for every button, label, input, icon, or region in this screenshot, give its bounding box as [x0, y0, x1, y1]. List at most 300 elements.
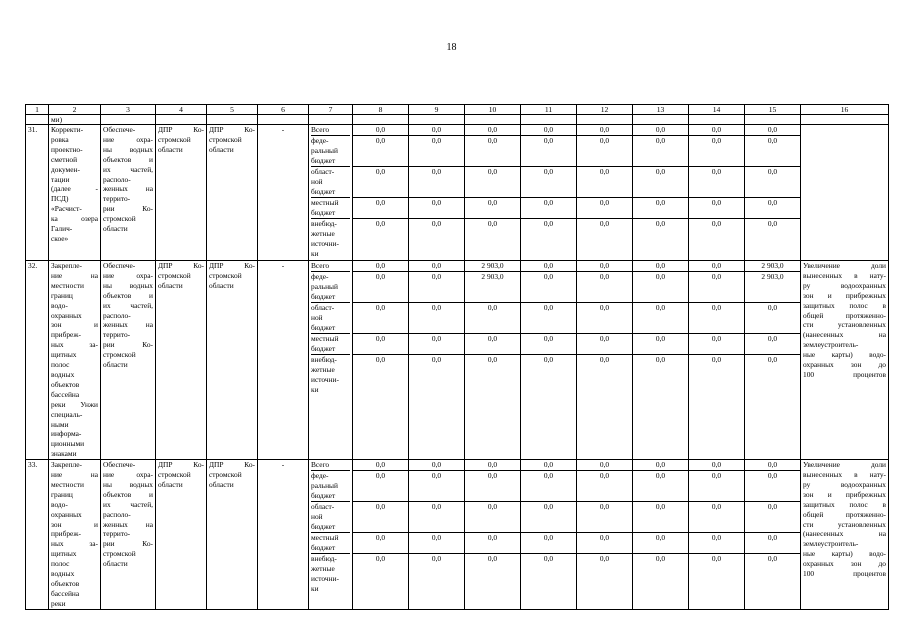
- value-cell: 0,0: [375, 554, 386, 564]
- table-row: [26, 125, 889, 261]
- value-cell: 0,0: [521, 167, 576, 198]
- value-column-12: [577, 125, 633, 261]
- expected-result-text-line: зон и прибрежных: [803, 489, 886, 499]
- measure-goal-text-line: ние охра-: [103, 134, 153, 144]
- header-cell-3: 3: [101, 105, 156, 115]
- value-cell: 0,0: [655, 219, 666, 228]
- measure-goal: [101, 125, 156, 261]
- value-cell: 0,0: [521, 502, 576, 533]
- measure-goal-text-line: рии Ко-: [103, 539, 153, 549]
- funding-source: [311, 303, 350, 334]
- customer-text: [158, 125, 204, 155]
- funding-source-label: источни-: [311, 374, 339, 384]
- expected-result-text-line: зон и прибрежных: [803, 290, 886, 300]
- continuation-row: [26, 115, 889, 125]
- measure-goal: [101, 460, 156, 610]
- measure-name-text-line: ных за-: [51, 539, 98, 549]
- funding-source-label: ральный: [311, 145, 338, 155]
- header-cell-12: 12: [577, 105, 633, 115]
- value-cell: 0,0: [689, 272, 744, 303]
- measure-goal-text-line: ние охра-: [103, 270, 153, 280]
- measure-name-text-line: водо-: [51, 499, 68, 509]
- value-cell: 0,0: [431, 355, 442, 364]
- funding-source: [311, 125, 350, 136]
- measure-name-text-line: знаками: [51, 449, 77, 459]
- funding-source: [311, 198, 350, 219]
- measure-name-text-line: Закрепле-: [51, 460, 82, 470]
- value-cell: 0,0: [689, 533, 744, 554]
- value-column-9: [409, 261, 465, 460]
- measure-goal-text-line: области: [103, 559, 128, 569]
- measure-name-text-line: охранных: [51, 509, 82, 519]
- value-column-14: [689, 125, 745, 261]
- measure-name-text-line: зон и: [51, 320, 98, 330]
- measure-name-text-line: щитных: [51, 549, 77, 559]
- funding-source: [311, 136, 350, 167]
- executor-text: [209, 261, 255, 291]
- measure-name-text-line: ние на: [51, 470, 98, 480]
- funding-source-label: внебюд-: [311, 554, 337, 564]
- value-cell: 0,0: [767, 355, 778, 364]
- measure-name-text-line: тации: [51, 174, 70, 184]
- measure-goal-text-line: объектов и: [103, 489, 153, 499]
- expected-result-text-line: защитных полос в: [803, 300, 886, 310]
- measure-name-text: [51, 125, 98, 244]
- value-cell: 0,0: [633, 261, 688, 272]
- funding-source-label: Всего: [311, 261, 330, 270]
- measure-goal-text: [103, 460, 153, 569]
- expected-result-text-line: 100 процентов: [803, 569, 886, 579]
- measure-name-text-line: щитных: [51, 350, 77, 360]
- value-cell: 0,0: [745, 533, 800, 554]
- value-cell: 0,0: [353, 533, 408, 554]
- expected-result-text-line: (нанесенных на: [803, 330, 886, 340]
- value-cell: 0,0: [375, 355, 386, 364]
- measure-name-text-line: прибреж-: [51, 529, 81, 539]
- value-cell: 0,0: [745, 471, 800, 502]
- value-column-14: [689, 460, 745, 610]
- value-cell: 0,0: [689, 471, 744, 502]
- executor-text: [209, 125, 255, 155]
- value-cell: 2 903,0: [465, 272, 520, 303]
- measure-name-text-line: докумен-: [51, 164, 80, 174]
- funding-source-label: ки: [311, 583, 319, 593]
- funding-source-label: жетные: [311, 364, 335, 374]
- executor-text-line: стромской: [209, 470, 242, 480]
- value-cell: 0,0: [409, 460, 464, 471]
- value-cell: 0,0: [465, 136, 520, 167]
- measure-goal-text-line: террито-: [103, 330, 131, 340]
- value-cell: 0,0: [577, 167, 632, 198]
- value-column-9: [409, 460, 465, 610]
- measure-name: [49, 460, 101, 610]
- measure-name-text-line: ционными: [51, 439, 85, 449]
- measure-goal-text-line: их частей,: [103, 300, 153, 310]
- measure-name-text-line: водо-: [51, 300, 68, 310]
- value-column-12: [577, 460, 633, 610]
- measure-name: [49, 125, 101, 261]
- measure-goal-text-line: располо-: [103, 174, 131, 184]
- customer: [156, 125, 207, 261]
- expected-result-text-line: ру водоохранных: [803, 479, 886, 489]
- executor: [207, 261, 258, 460]
- value-cell: 0,0: [599, 219, 610, 228]
- value-cell: 0,0: [689, 502, 744, 533]
- executor-text-line: стромской: [209, 134, 242, 144]
- table-row: [26, 460, 889, 610]
- funding-source-label: област-: [311, 167, 335, 176]
- value-cell: 0,0: [689, 334, 744, 355]
- funding-source-label: бюджет: [311, 343, 336, 353]
- measure-goal-text-line: стромской: [103, 549, 136, 559]
- value-column-15: [745, 460, 801, 610]
- value-cell: 0,0: [633, 471, 688, 502]
- value-column-11: [521, 460, 577, 610]
- measure-goal-text-line: объектов и: [103, 154, 153, 164]
- funding-sources: [309, 125, 353, 261]
- customer: [156, 261, 207, 460]
- measure-name-text-line: объектов: [51, 379, 80, 389]
- measure-name-text-line: ка озера: [51, 214, 98, 224]
- funding-source: [311, 272, 350, 303]
- value-column-10: [465, 125, 521, 261]
- expected-result-text-line: 100 процентов: [803, 369, 886, 379]
- measure-name-text-line: водных: [51, 369, 75, 379]
- expected-result-text-line: сти установленных: [803, 320, 886, 330]
- value-cell: 0,0: [745, 303, 800, 334]
- value-column-11: [521, 261, 577, 460]
- value-cell: 0,0: [745, 460, 800, 471]
- value-cell: 0,0: [521, 471, 576, 502]
- expected-result-text-line: вынесенных в нату-: [803, 470, 886, 480]
- value-cell: 0,0: [577, 303, 632, 334]
- value-cell: 0,0: [577, 502, 632, 533]
- value-cell: 0,0: [465, 198, 520, 219]
- header-row: [26, 105, 889, 115]
- funding-source-label: ной: [311, 176, 323, 186]
- funding-source-label: источни-: [311, 238, 339, 248]
- value-cell: 0,0: [521, 125, 576, 136]
- measure-name-text-line: ными: [51, 419, 69, 429]
- measure-goal-text-line: объектов и: [103, 290, 153, 300]
- executor: [207, 460, 258, 610]
- funding-source-label: бюджет: [311, 186, 336, 196]
- measure-goal-text-line: ние охра-: [103, 470, 153, 480]
- value-cell: 0,0: [745, 167, 800, 198]
- expected-result-text-line: защитных полос в: [803, 499, 886, 509]
- funding-source-label: бюджет: [311, 207, 336, 217]
- measure-name-text-line: Корректи-: [51, 125, 84, 134]
- measure-goal-text-line: ны водных: [103, 144, 153, 154]
- measure-name-text-line: реки Унжи: [51, 399, 98, 409]
- funding-source-label: Всего: [311, 125, 330, 134]
- measure-goal-text: [103, 261, 153, 370]
- value-cell: 0,0: [375, 219, 386, 228]
- funding-source: [311, 502, 350, 533]
- value-cell: 0,0: [689, 198, 744, 219]
- measure-goal-text-line: располо-: [103, 509, 131, 519]
- value-cell: 0,0: [745, 502, 800, 533]
- funding-source-label: ной: [311, 312, 323, 322]
- value-cell: 0,0: [353, 303, 408, 334]
- value-cell: 0,0: [577, 198, 632, 219]
- customer-text: [158, 460, 204, 490]
- measure-goal-text-line: стромской: [103, 350, 136, 360]
- value-cell: 0,0: [577, 261, 632, 272]
- value-cell: 0,0: [577, 471, 632, 502]
- value-cell: 0,0: [353, 167, 408, 198]
- measure-goal-text-line: их частей,: [103, 499, 153, 509]
- executor-text-line: области: [209, 280, 234, 290]
- value-cell: 0,0: [521, 303, 576, 334]
- funding-sources: [309, 460, 353, 610]
- funding-source-label: источни-: [311, 573, 339, 583]
- measure-goal-text-line: женных на: [103, 320, 153, 330]
- value-cell: 0,0: [465, 167, 520, 198]
- value-column-15: [745, 125, 801, 261]
- value-cell: 0,0: [577, 334, 632, 355]
- executor-text-line: ДПР Ко-: [209, 460, 255, 470]
- expected-result-text-line: ные карты) водо-: [803, 350, 886, 360]
- value-cell: 0,0: [521, 460, 576, 471]
- expected-result-text-line: общей протяженно-: [803, 509, 886, 519]
- funding-source-label: феде-: [311, 136, 329, 145]
- measure-name-text-line: бассейна: [51, 588, 80, 598]
- value-cell: 0,0: [353, 198, 408, 219]
- value-cell: 0,0: [633, 272, 688, 303]
- term: -: [258, 460, 309, 610]
- funding-source-label: бюджет: [311, 291, 336, 301]
- expected-result-text-line: ру водоохранных: [803, 280, 886, 290]
- measure-name-text-line: «Расчист-: [51, 204, 82, 214]
- measure-goal-text-line: женных на: [103, 184, 153, 194]
- measure-name-text: [51, 261, 98, 459]
- value-cell: 0,0: [409, 533, 464, 554]
- value-cell: 0,0: [409, 502, 464, 533]
- header-cell-6: 6: [258, 105, 309, 115]
- measure-goal-text-line: ны водных: [103, 280, 153, 290]
- value-cell: 0,0: [689, 303, 744, 334]
- measure-name-text-line: реки: [51, 598, 66, 608]
- expected-result: [801, 261, 889, 460]
- measure-name-text-line: (далее -: [51, 184, 98, 194]
- measure-name-text-line: ПСД): [51, 194, 69, 204]
- value-cell: 0,0: [767, 554, 778, 564]
- value-cell: 0,0: [689, 261, 744, 272]
- measure-name-text-line: бассейна: [51, 389, 80, 399]
- customer: [156, 460, 207, 610]
- expected-result-text-line: общей протяженно-: [803, 310, 886, 320]
- customer-text-line: области: [158, 144, 183, 154]
- expected-result-text-line: сти установленных: [803, 519, 886, 529]
- value-cell: 2 903,0: [465, 261, 520, 272]
- customer-text-line: области: [158, 479, 183, 489]
- measure-name-text-line: специаль-: [51, 409, 83, 419]
- value-cell: 0,0: [543, 554, 554, 564]
- value-cell: 0,0: [633, 136, 688, 167]
- header-cell-2: 2: [49, 105, 101, 115]
- expected-result: [801, 125, 889, 261]
- measure-name-text-line: объектов: [51, 579, 80, 588]
- measure-name-text-line: водных: [51, 569, 75, 579]
- value-cell: 0,0: [577, 533, 632, 554]
- value-cell: 0,0: [431, 554, 442, 564]
- funding-source-label: внебюд-: [311, 219, 337, 228]
- measure-goal: [101, 261, 156, 460]
- value-cell: 0,0: [465, 533, 520, 554]
- value-cell: 0,0: [633, 502, 688, 533]
- value-cell: 2 903,0: [745, 272, 800, 303]
- value-cell: 0,0: [409, 136, 464, 167]
- measure-goal-text: [103, 125, 153, 234]
- expected-result-text-line: Увеличение доли: [803, 261, 886, 270]
- measure-goal-text-line: Обеспече-: [103, 460, 136, 470]
- header-cell-14: 14: [689, 105, 745, 115]
- value-cell: 0,0: [599, 355, 610, 364]
- executor-text-line: области: [209, 144, 234, 154]
- header-cell-10: 10: [465, 105, 521, 115]
- value-cell: 0,0: [689, 167, 744, 198]
- measure-name-text-line: ние на: [51, 270, 98, 280]
- funding-source-label: област-: [311, 303, 335, 312]
- value-cell: 0,0: [465, 303, 520, 334]
- funding-source: [311, 533, 350, 554]
- row-number: 32.: [26, 261, 49, 460]
- funding-source-label: внебюд-: [311, 355, 337, 364]
- row-number: 31.: [26, 125, 49, 261]
- measure-goal-text-line: области: [103, 224, 128, 234]
- value-cell: 0,0: [353, 334, 408, 355]
- customer-text: [158, 261, 204, 291]
- measure-goal-text-line: Обеспече-: [103, 261, 136, 270]
- measure-name: [49, 261, 101, 460]
- customer-text-line: ДПР Ко-: [158, 261, 204, 270]
- value-cell: 0,0: [689, 460, 744, 471]
- value-cell: 0,0: [409, 303, 464, 334]
- funding-source-label: ральный: [311, 281, 338, 291]
- value-column-10: [465, 261, 521, 460]
- customer-text-line: ДПР Ко-: [158, 125, 204, 134]
- value-cell: 0,0: [521, 272, 576, 303]
- value-cell: 0,0: [409, 167, 464, 198]
- measure-name-text-line: ское»: [51, 233, 69, 243]
- value-cell: 0,0: [745, 136, 800, 167]
- value-cell: 0,0: [409, 471, 464, 502]
- value-column-14: [689, 261, 745, 460]
- value-cell: 0,0: [353, 502, 408, 533]
- funding-source: [311, 261, 350, 272]
- funding-source-label: местный: [311, 198, 339, 207]
- value-cell: 0,0: [353, 261, 408, 272]
- measure-name-text-line: информа-: [51, 429, 82, 439]
- value-cell: 0,0: [521, 198, 576, 219]
- funding-source-label: жетные: [311, 228, 335, 238]
- term: -: [258, 261, 309, 460]
- measure-goal-text-line: их частей,: [103, 164, 153, 174]
- value-cell: 0,0: [577, 460, 632, 471]
- value-cell: 0,0: [767, 219, 778, 228]
- value-cell: 0,0: [465, 502, 520, 533]
- funding-source-label: Всего: [311, 460, 330, 470]
- measure-name-text-line: Закрепле-: [51, 261, 82, 270]
- value-cell: 0,0: [521, 261, 576, 272]
- header-cell-9: 9: [409, 105, 465, 115]
- customer-text-line: ДПР Ко-: [158, 460, 204, 470]
- funding-source-label: бюджет: [311, 155, 336, 165]
- customer-text-line: стромской: [158, 134, 191, 144]
- measure-name-text-line: охранных: [51, 310, 82, 320]
- value-cell: 0,0: [353, 471, 408, 502]
- measure-name-text-line: полос: [51, 559, 70, 569]
- value-column-10: [465, 460, 521, 610]
- value-cell: 0,0: [353, 136, 408, 167]
- expected-result-text-line: охранных зон до: [803, 360, 886, 370]
- header-cell-16: 16: [801, 105, 889, 115]
- header-cell-11: 11: [521, 105, 577, 115]
- executor-text: [209, 460, 255, 490]
- value-cell: 0,0: [543, 355, 554, 364]
- funding-source-label: местный: [311, 533, 339, 543]
- funding-source: [311, 355, 350, 458]
- measure-goal-text-line: террито-: [103, 194, 131, 204]
- measure-name-text-line: местности: [51, 280, 84, 290]
- header-cell-4: 4: [156, 105, 207, 115]
- header-cell-1: 1: [26, 105, 49, 115]
- value-cell: 0,0: [655, 554, 666, 564]
- program-table: [25, 104, 889, 610]
- funding-source-label: бюджет: [311, 322, 336, 332]
- measure-name-text-line: прибреж-: [51, 330, 81, 340]
- executor-text-line: стромской: [209, 270, 242, 280]
- value-cell: 0,0: [577, 125, 632, 136]
- expected-result-text-line: землеустроитель-: [803, 340, 859, 350]
- value-cell: 0,0: [633, 533, 688, 554]
- value-cell: 0,0: [353, 125, 408, 136]
- measure-name-text-line: границ: [51, 290, 73, 300]
- expected-result-text-line: вынесенных в нату-: [803, 270, 886, 280]
- measure-goal-text-line: рии Ко-: [103, 204, 153, 214]
- funding-source-label: област-: [311, 502, 335, 512]
- value-column-8: [353, 261, 409, 460]
- value-cell: 2 903,0: [745, 261, 800, 272]
- expected-result-text-line: (нанесенных на: [803, 529, 886, 539]
- funding-source-label: бюджет: [311, 521, 336, 531]
- value-cell: 0,0: [633, 125, 688, 136]
- value-cell: 0,0: [465, 471, 520, 502]
- funding-source: [311, 554, 350, 605]
- measure-goal-text-line: ны водных: [103, 479, 153, 489]
- measure-name-text-line: границ: [51, 489, 73, 499]
- value-cell: 0,0: [599, 554, 610, 564]
- funding-sources: [309, 261, 353, 460]
- value-column-9: [409, 125, 465, 261]
- row-number: 33.: [26, 460, 49, 610]
- executor: [207, 125, 258, 261]
- funding-source-label: ки: [311, 248, 319, 258]
- continuation-text: ми): [49, 115, 101, 125]
- funding-source-label: жетные: [311, 564, 335, 574]
- value-cell: 0,0: [633, 334, 688, 355]
- value-cell: 0,0: [353, 460, 408, 471]
- value-cell: 0,0: [409, 125, 464, 136]
- funding-source-label: бюджет: [311, 490, 336, 500]
- expected-result: [801, 460, 889, 610]
- funding-source: [311, 334, 350, 355]
- table-row: [26, 261, 889, 460]
- value-cell: 0,0: [353, 272, 408, 303]
- header-cell-5: 5: [207, 105, 258, 115]
- value-cell: 0,0: [409, 334, 464, 355]
